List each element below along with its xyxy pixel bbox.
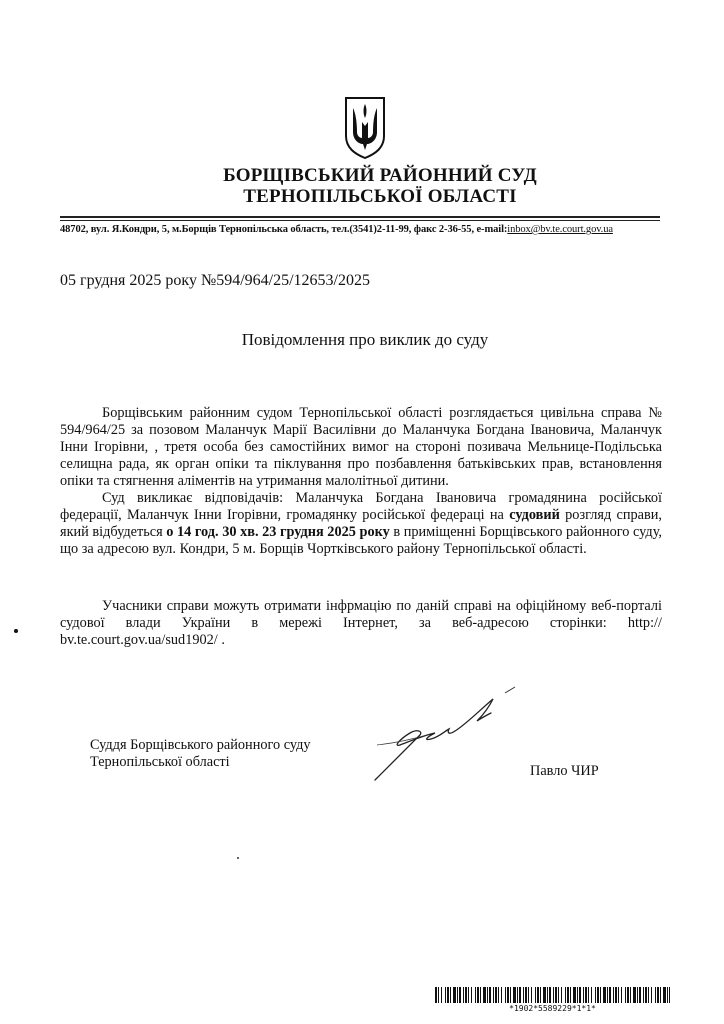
notice-title: Повідомлення про виклик до суду bbox=[241, 330, 489, 349]
court-address bbox=[60, 224, 660, 235]
barcode-number: *1902*5589229*1*1* bbox=[509, 1004, 596, 1013]
paragraph-summons bbox=[60, 490, 662, 558]
summons-bold-hearing: судовий bbox=[509, 507, 560, 523]
judge-name: Павло ЧИР bbox=[530, 763, 599, 779]
summons-text-a: Суд викликає відповідачів: Маланчука Богдана Івановича громадянина російської федерації, Маланчук Інни Ігорівни, громадянку російської федераці на bbox=[60, 490, 662, 523]
paragraph-info-portal: Учасники справи можуть отримати інфрмацію по даній справі на офіційному веб-порталі судової влади України в мережі Інтернет, за веб-адресою сторінки: http:// bv.te.court.gov.ua/sud1902/ . bbox=[60, 598, 662, 648]
summons-text-e: в приміщенні Борщівського районного суду, що за адресою вул. Кондри, 5 м. Борщів Чортківського району Тернопільської області. bbox=[60, 524, 663, 557]
email-link[interactable]: inbox@bv.te.court.gov.ua bbox=[507, 224, 613, 235]
court-name-line2: ТЕРНОПІЛЬСЬКОЇ ОБЛАСТІ bbox=[243, 186, 517, 207]
date-and-number: 05 грудня 2025 року №594/964/25/12653/2025 bbox=[60, 272, 370, 289]
address-text: 48702, вул. Я.Кондри, 5, м.Борщів Тернопільська область, тел.(3541)2-11-99, факс 2-36-55, e-mail: bbox=[60, 224, 508, 235]
scan-artifact-dot bbox=[237, 857, 239, 859]
coat-of-arms-icon bbox=[343, 96, 387, 160]
header-rule-thin bbox=[60, 220, 660, 221]
summons-text-c: розгляд справи, який відбудеться bbox=[60, 507, 662, 540]
header-rule-thick bbox=[60, 216, 660, 218]
judge-title-line2: Тернопільської області bbox=[90, 754, 230, 770]
summons-bold-datetime: о 14 год. 30 хв. 23 грудня 2025 року bbox=[166, 524, 390, 540]
paragraph-case-description: Борщівським районним судом Тернопільської області розглядається цивільна справа № 594/964/25 за позовом Маланчук Марії Василівни до Маланчука Богдана Івановича, Маланчук Інни Ігорівни, , третя особа без самостійних вимог на стороні позивача Мельнице-Подільська селищна рада, як орган опіки та піклування про позбавлення батьківських прав, встановлення опіки та стягнення аліментів на утримання малолітньої дитини. bbox=[60, 405, 662, 489]
court-name-line1: БОРЩІВСЬКИЙ РАЙОННИЙ СУД bbox=[223, 165, 537, 186]
judge-title bbox=[90, 737, 311, 771]
scan-artifact-dot bbox=[14, 629, 18, 633]
handwritten-signature bbox=[365, 685, 530, 785]
judge-title-line1: Суддя Борщівського районного суду bbox=[90, 737, 311, 753]
barcode bbox=[435, 987, 670, 1003]
